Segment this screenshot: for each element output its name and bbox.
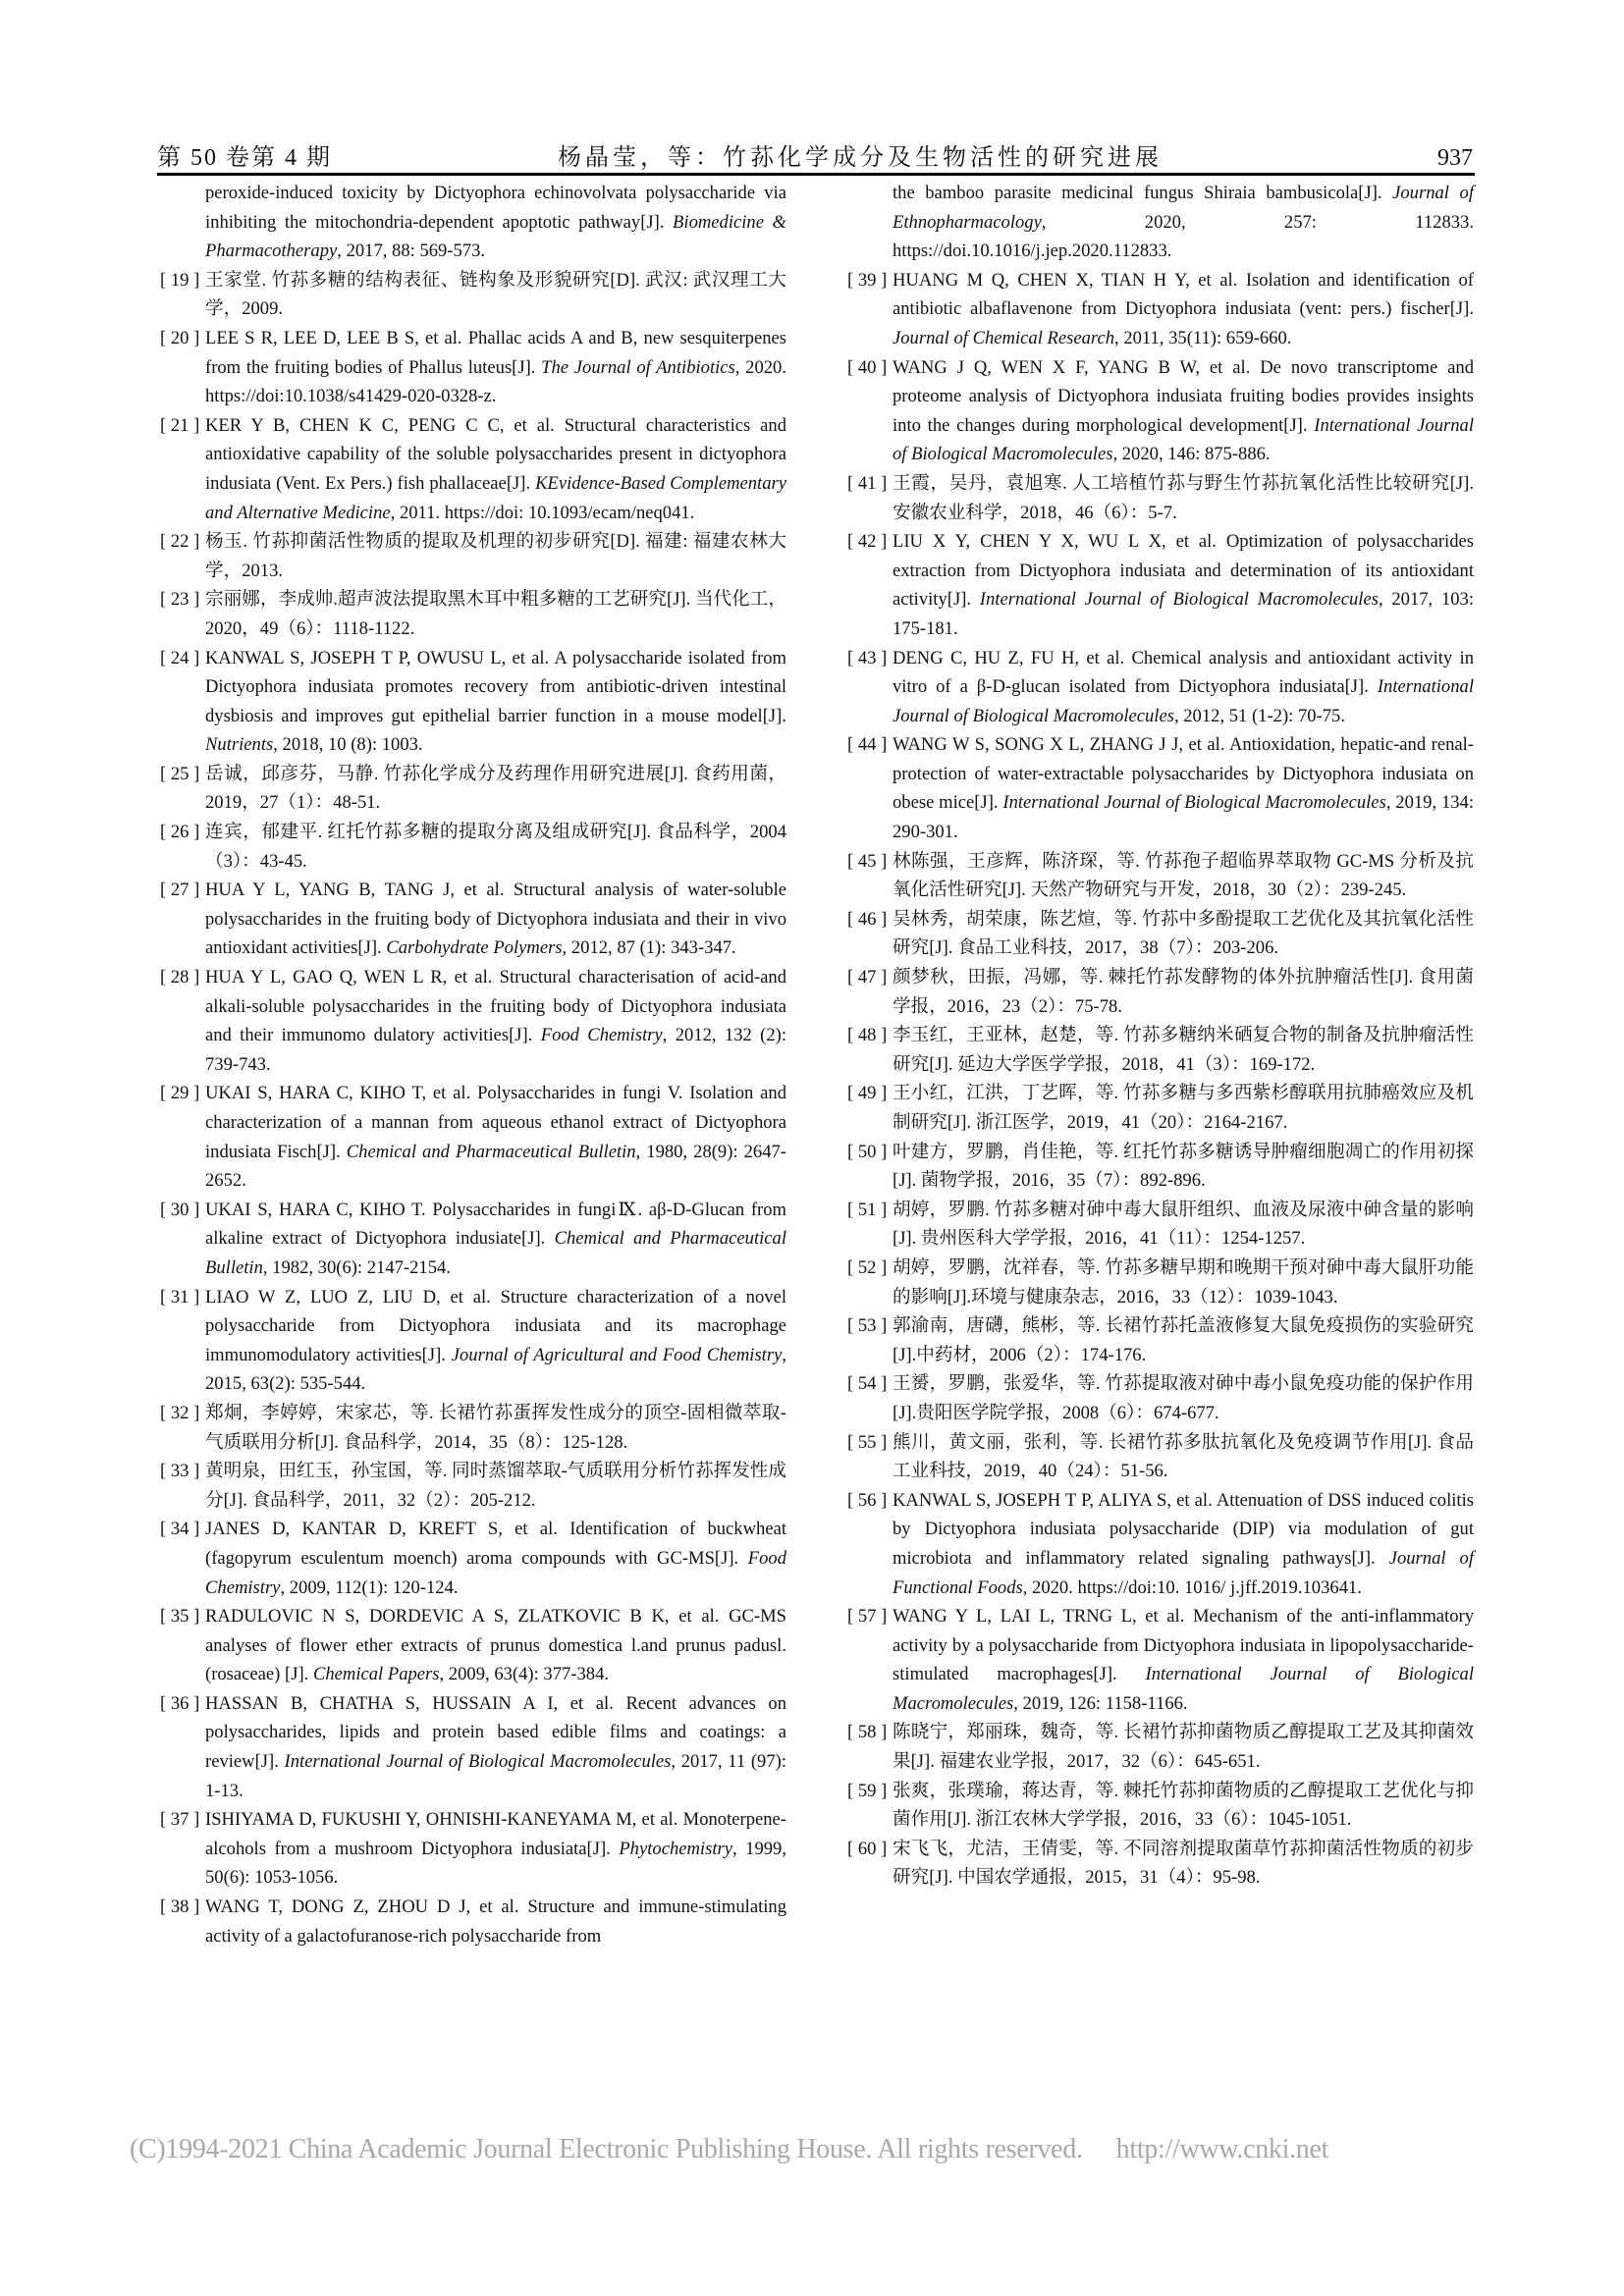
reference-item	[160, 1283, 786, 1399]
reference-item	[160, 876, 786, 963]
journal-title: International Journal of Biological Macromolecules	[284, 1751, 672, 1773]
reference-number: [ 41 ]	[847, 472, 888, 494]
reference-number: [ 26 ]	[160, 822, 200, 843]
reference-segment: KANWAL S, JOSEPH T P, OWUSU L, et al. A polysaccharide isolated from Dictyophora indusiata promotes recovery from antibiotic-driven intestinal dysbiosis and improves gut epithelial barrier function in a mouse model[J].	[205, 647, 786, 726]
reference-segment: , 2017, 11 (97): 1-13.	[205, 1751, 786, 1801]
reference-number: [ 23 ]	[160, 589, 200, 611]
reference-number: [ 20 ]	[160, 327, 200, 348]
journal-title: Chemical and Pharmaceutical Bulletin	[346, 1141, 636, 1162]
reference-number: [ 49 ]	[847, 1083, 888, 1104]
reference-number: [ 58 ]	[847, 1722, 888, 1743]
journal-title: Chemical and Pharmaceutical Bulletin	[205, 1228, 786, 1278]
journal-title: Biomedicine & Pharmacotherapy	[205, 211, 787, 262]
reference-number: [ 47 ]	[847, 967, 888, 988]
journal-title: Journal of Functional Foods	[893, 1547, 1474, 1598]
reference-segment: HUA Y L, GAO Q, WEN L R, et al. Structural characterisation of acid-and alkali-soluble polysaccharides in the fruiting body of Dictyophora indusiata and their immunomo dulatory activities[J].	[205, 967, 786, 1046]
reference-item	[847, 179, 1474, 266]
reference-text	[205, 324, 786, 411]
reference-segment: 连宾，郁建平. 红托竹荪多糖的提取分离及组成研究[J]. 食品科学，2004（3）：43-45.	[205, 822, 786, 872]
reference-item	[847, 1718, 1474, 1776]
reference-number: [ 30 ]	[160, 1199, 200, 1220]
reference-segment: WANG W S, SONG X L, ZHANG J J, et al. Antioxidation, hepatic-and renal-protection of water-extractable polysaccharides by Dictyophora indusiata on obese mice[J].	[893, 734, 1474, 814]
reference-item	[160, 324, 786, 411]
reference-text	[205, 411, 786, 527]
reference-text	[205, 1079, 786, 1195]
reference-segment: peroxide-induced toxicity by Dictyophora echinovolvata polysaccharide via inhibiting the mitochondria-dependent apoptotic pathway[J].	[205, 183, 786, 233]
reference-segment: 宋飞飞，尤洁，王倩雯，等. 不同溶剂提取菌草竹荪抑菌活性物质的初步研究[J]. 中国农学通报，2015，31（4）：95-98.	[893, 1838, 1474, 1889]
reference-number: [ 32 ]	[160, 1402, 200, 1423]
reference-item	[847, 847, 1474, 905]
reference-number: [ 24 ]	[160, 647, 200, 668]
journal-title: International Journal of Biological Macromolecules	[893, 1664, 1474, 1714]
reference-segment: DENG C, HU Z, FU H, et al. Chemical analysis and antioxidant activity in vitro of a β-D-glucan isolated from Dictyophora indusiata[J].	[893, 647, 1474, 698]
reference-item	[160, 644, 786, 760]
reference-item	[847, 1254, 1474, 1311]
reference-item	[847, 730, 1474, 846]
journal-title: International Journal of Biological Macromolecules	[893, 414, 1474, 465]
reference-number: [ 37 ]	[160, 1809, 200, 1831]
reference-number: [ 31 ]	[160, 1286, 200, 1308]
reference-segment: 王赟，罗鹏，张爱华，等. 竹荪提取液对砷中毒小鼠免疫功能的保护作用[J].贵阳医学院学报，2008（6）：674-677.	[893, 1373, 1474, 1423]
reference-segment: , 2017, 88: 569-573.	[337, 240, 486, 262]
reference-column-right	[847, 179, 1474, 1893]
journal-title: Journal of Ethnopharmacology	[893, 183, 1474, 233]
reference-segment: HUANG M Q, CHEN X, TIAN H Y, et al. Isolation and identification of antibiotic albaflavenone from Dictyophora indusiata (vent: pers.) fischer[J].	[893, 269, 1474, 320]
reference-segment: , 2015, 63(2): 535-544.	[205, 1344, 786, 1395]
reference-item	[847, 1486, 1474, 1602]
reference-number: [ 50 ]	[847, 1141, 888, 1162]
reference-item	[160, 1079, 786, 1195]
reference-number: [ 39 ]	[847, 269, 888, 291]
reference-segment: HASSAN B, CHATHA S, HUSSAIN A I, et al. Recent advances on polysaccharides, lipids and protein based edible films and coatings: a review[J].	[205, 1692, 786, 1773]
reference-number: [ 21 ]	[160, 414, 200, 436]
reference-text	[893, 1602, 1474, 1718]
reference-text	[205, 1283, 786, 1399]
reference-segment: , 2012, 87 (1): 343-347.	[562, 937, 736, 959]
reference-segment: KANWAL S, JOSEPH T P, ALIYA S, et al. Attenuation of DSS induced colitis by Dictyophora indusiata polysaccharide (DIP) via modulation of gut microbiota and inflammatory related signaling pathways[J].	[893, 1489, 1474, 1569]
reference-segment: 叶建方，罗鹏，肖佳艳，等. 红托竹荪多糖诱导肿瘤细胞凋亡的作用初探[J]. 菌物学报，2016，35（7）：892-896.	[893, 1141, 1474, 1192]
reference-text	[205, 1399, 786, 1457]
reference-segment: 熊川，黄文丽，张利，等. 长裙竹荪多肽抗氧化及免疫调节作用[J]. 食品工业科技，2019，40（24）：51-56.	[893, 1431, 1474, 1482]
reference-item	[160, 1196, 786, 1283]
reference-text	[205, 1457, 786, 1515]
reference-segment: HUA Y L, YANG B, TANG J, et al. Structural analysis of water-soluble polysaccharides in the fruiting body of Dictyophora indusiata and their in vivo antioxidant activities[J].	[205, 880, 786, 959]
reference-item	[847, 1777, 1474, 1835]
reference-segment: , 2020, 146: 875-886.	[1112, 444, 1271, 465]
reference-text	[893, 1196, 1474, 1254]
reference-item	[847, 527, 1474, 643]
journal-title: Food Chemistry	[205, 1547, 786, 1598]
journal-title: Journal of Agricultural and Food Chemistry	[451, 1344, 783, 1365]
reference-number: [ 52 ]	[847, 1256, 888, 1278]
reference-text	[205, 876, 786, 963]
reference-segment: 李玉红，王亚林，赵楚，等. 竹荪多糖纳米硒复合物的制备及抗肿瘤活性研究[J]. 延边大学医学学报，2018，41（3）：169-172.	[893, 1025, 1474, 1075]
reference-number: [ 28 ]	[160, 967, 200, 988]
journal-title: Food Chemistry	[540, 1025, 663, 1046]
reference-number: [ 19 ]	[160, 269, 200, 291]
reference-number: [ 59 ]	[847, 1780, 888, 1801]
reference-segment: , 1982, 30(6): 2147-2154.	[262, 1256, 451, 1278]
reference-number: [ 34 ]	[160, 1519, 200, 1540]
journal-title: Phytochemistry	[619, 1838, 732, 1859]
reference-segment: , 2009, 63(4): 377-384.	[439, 1664, 610, 1685]
volume-issue: 第 50 卷第 4 期	[157, 145, 332, 171]
reference-item	[847, 1079, 1474, 1137]
reference-segment: 吴林秀，胡荣康，陈艺煊，等. 竹荪中多酚提取工艺优化及其抗氧化活性研究[J]. 食品工业科技，2017，38（7）：203-206.	[893, 908, 1474, 959]
reference-segment: 陈晓宁，郑丽珠，魏奇，等. 长裙竹荪抑菌物质乙醇提取工艺及其抑菌效果[J]. 福建农业学报，2017，32（6）：645-651.	[893, 1722, 1474, 1773]
reference-text	[205, 585, 786, 643]
reference-segment: , 2017, 103: 175-181.	[893, 589, 1475, 639]
reference-segment: 胡婷，罗鹏，沈祥春，等. 竹荪多糖早期和晚期干预对砷中毒大鼠肝功能的影响[J].环境与健康杂志，2016，33（12）：1039-1043.	[893, 1256, 1474, 1308]
reference-text	[205, 1602, 786, 1689]
reference-number: [ 25 ]	[160, 763, 200, 784]
reference-item	[160, 818, 786, 876]
reference-text	[893, 527, 1474, 643]
reference-number: [ 22 ]	[160, 531, 200, 553]
reference-text	[893, 847, 1474, 905]
reference-text	[893, 1138, 1474, 1196]
reference-text	[893, 1835, 1474, 1893]
reference-segment: the bamboo parasite medicinal fungus Shiraia bambusicola[J].	[893, 183, 1393, 203]
reference-item	[160, 1602, 786, 1689]
reference-segment: KER Y B, CHEN K C, PENG C C, et al. Structural characteristics and antioxidative capability of the soluble polysaccharides present in dictyophora indusiata (Vent. Ex Pers.) fish phallaceae[J].	[205, 414, 786, 494]
reference-segment: 张爽，张璞瑜，蒋达青，等. 棘托竹荪抑菌物质的乙醇提取工艺优化与抑菌作用[J]. 浙江农林大学学报，2016，33（6）：1045-1051.	[893, 1780, 1474, 1831]
reference-number: [ 27 ]	[160, 880, 200, 901]
reference-text	[205, 963, 786, 1079]
reference-number: [ 43 ]	[847, 647, 888, 668]
reference-text	[893, 353, 1474, 469]
reference-text	[893, 179, 1474, 266]
journal-title: Chemical Papers	[312, 1664, 440, 1685]
reference-text	[205, 644, 786, 760]
reference-item	[160, 585, 786, 643]
reference-item	[160, 1515, 786, 1602]
reference-segment: ISHIYAMA D, FUKUSHI Y, OHNISHI-KANEYAMA M, et al. Monoterpene-alcohols from a mushroom Dictyophora indusiata[J].	[205, 1809, 786, 1859]
reference-segment: 颜梦秋，田振，冯娜，等. 棘托竹荪发酵物的体外抗肿瘤活性[J]. 食用菌学报，2016，23（2）：75-78.	[893, 967, 1474, 1017]
reference-text	[205, 1515, 786, 1602]
reference-item	[847, 1021, 1474, 1079]
reference-item	[847, 963, 1474, 1021]
reference-column-left	[160, 179, 786, 1950]
footer-url[interactable]: http://www.cnki.net	[1115, 2134, 1329, 2164]
reference-number: [ 44 ]	[847, 734, 888, 756]
reference-segment: 胡婷，罗鹏. 竹荪多糖对砷中毒大鼠肝组织、血液及尿液中砷含量的影响[J]. 贵州医科大学学报，2016，41（11）：1254-1257.	[893, 1199, 1474, 1250]
reference-number: [ 38 ]	[160, 1896, 200, 1918]
reference-text	[893, 1777, 1474, 1835]
reference-text	[205, 1893, 786, 1950]
reference-number: [ 35 ]	[160, 1606, 200, 1628]
reference-segment: UKAI S, HARA C, KIHO T. Polysaccharides in fungiⅨ. aβ-D-Glucan from alkaline extract of Dictyophora indusiate[J].	[205, 1199, 786, 1250]
reference-item	[160, 1805, 786, 1893]
reference-text	[893, 1718, 1474, 1776]
reference-text	[893, 1311, 1474, 1369]
page-number: 937	[1437, 145, 1473, 171]
reference-text	[893, 1021, 1474, 1079]
reference-item	[160, 760, 786, 818]
reference-segment: LIAO W Z, LUO Z, LIU D, et al. Structure characterization of a novel polysaccharide from Dictyophora indusiata and its macrophage immunomodulatory activities[J].	[205, 1286, 786, 1365]
reference-segment: , 2020. https://doi:10.1038/s41429-020-0328-z.	[205, 356, 786, 407]
reference-segment: WANG Y L, LAI L, TRNG L, et al. Mechanism of the anti-inflammatory activity by a polysaccharide from Dictyophora indusiata in lipopolysaccharide-stimulated macrophages[J].	[893, 1606, 1474, 1685]
reference-number: [ 33 ]	[160, 1461, 200, 1482]
reference-segment: , 2020. https://doi:10. 1016/ j.jff.2019.103641.	[1022, 1576, 1362, 1598]
reference-text	[893, 905, 1474, 963]
reference-segment: 杨玉. 竹荪抑菌活性物质的提取及机理的初步研究[D]. 福建: 福建农林大学，2013.	[205, 531, 786, 581]
reference-number: [ 53 ]	[847, 1315, 888, 1337]
reference-segment: , 2020, 257: 112833. https://doi.10.1016/j.jep.2020.112833.	[893, 211, 1474, 262]
journal-title: International Journal of Biological Macromolecules	[1002, 792, 1386, 814]
reference-number: [ 56 ]	[847, 1489, 888, 1511]
reference-text	[205, 760, 786, 818]
reference-text	[893, 266, 1474, 353]
reference-item	[847, 1311, 1474, 1369]
reference-segment: 王小红，江洪，丁艺晖，等. 竹荪多糖与多西紫杉醇联用抗肺癌效应及机制研究[J]. 浙江医学，2019，41（20）：2164-2167.	[893, 1083, 1474, 1133]
reference-number: [ 57 ]	[847, 1606, 888, 1628]
reference-item	[160, 963, 786, 1079]
reference-number: [ 46 ]	[847, 908, 888, 930]
reference-segment: 岳诚，邱彦芬，马静. 竹荪化学成分及药理作用研究进展[J]. 食药用菌，2019，27（1）：48-51.	[205, 763, 786, 814]
reference-number: [ 42 ]	[847, 531, 888, 553]
reference-segment: 王霞，吴丹，袁旭寒. 人工培植竹荪与野生竹荪抗氧化活性比较研究[J]. 安徽农业科学，2018，46（6）：5-7.	[893, 472, 1474, 523]
reference-text	[205, 179, 786, 266]
reference-number: [ 51 ]	[847, 1199, 888, 1220]
reference-segment: , 2011, 35(11): 659-660.	[1114, 327, 1292, 348]
reference-segment: RADULOVIC N S, DORDEVIC A S, ZLATKOVIC B K, et al. GC-MS analyses of flower ether extracts of prunus domestica l.and prunus padusl. (rosaceae) [J].	[205, 1606, 786, 1685]
reference-text	[893, 963, 1474, 1021]
reference-text	[893, 644, 1474, 731]
reference-item	[160, 266, 786, 324]
reference-number: [ 40 ]	[847, 356, 888, 378]
reference-text	[893, 1079, 1474, 1137]
reference-item	[847, 1138, 1474, 1196]
reference-segment: 黄明泉，田红玉，孙宝国，等. 同时蒸馏萃取-气质联用分析竹荪挥发性成分[J]. 食品科学，2011，32（2）：205-212.	[205, 1461, 786, 1511]
reference-item	[847, 353, 1474, 469]
reference-segment: , 1980, 28(9): 2647-2652.	[205, 1141, 786, 1192]
reference-segment: LIU X Y, CHEN Y X, WU L X, et al. Optimization of polysaccharides extraction from Dictyophora indusiata and determination of its antioxidant activity[J].	[893, 531, 1474, 611]
reference-item	[160, 179, 786, 266]
reference-item	[847, 266, 1474, 353]
running-title: 杨晶莹，等：竹荪化学成分及生物活性的研究进展	[558, 145, 1163, 171]
reference-segment: 林陈强，王彦辉，陈济琛，等. 竹荪孢子超临界萃取物 GC-MS 分析及抗氧化活性研究[J]. 天然产物研究与开发，2018，30（2）：239-245.	[893, 850, 1474, 901]
journal-title: Carbohydrate Polymers	[386, 937, 563, 959]
reference-segment: JANES D, KANTAR D, KREFT S, et al. Identification of buckwheat (fagopyrum esculentum moench) aroma compounds with GC-MS[J].	[205, 1519, 786, 1569]
reference-number: [ 45 ]	[847, 850, 888, 872]
reference-number: [ 60 ]	[847, 1838, 888, 1859]
reference-text	[893, 1428, 1474, 1486]
reference-item	[160, 527, 786, 585]
reference-item	[847, 1196, 1474, 1254]
reference-number: [ 36 ]	[160, 1692, 200, 1714]
reference-item	[160, 411, 786, 527]
reference-text	[205, 527, 786, 585]
reference-number: [ 29 ]	[160, 1083, 200, 1104]
reference-segment: UKAI S, HARA C, KIHO T, et al. Polysaccharides in fungi V. Isolation and characterization of a mannan from aqueous ethanol extract of Dictyophora indusiata Fisch[J].	[205, 1083, 786, 1162]
reference-item	[847, 1602, 1474, 1718]
running-header	[157, 143, 1475, 176]
reference-number: [ 54 ]	[847, 1373, 888, 1395]
copyright-text: (C)1994-2021 China Academic Journal Electronic Publishing House. All rights reserved.	[130, 2134, 1083, 2164]
journal-title: International Journal of Biological Macromolecules	[893, 676, 1474, 726]
reference-text	[205, 1689, 786, 1805]
reference-number: [ 48 ]	[847, 1025, 888, 1046]
reference-segment: , 2018, 10 (8): 1003.	[273, 734, 423, 756]
journal-title: KEvidence-Based Complementary and Alternative Medicine	[205, 472, 786, 523]
reference-number: [ 55 ]	[847, 1431, 888, 1453]
reference-segment: WANG J Q, WEN X F, YANG B W, et al. De novo transcriptome and proteome analysis of Dictyophora indusiata fruiting bodies provides insights into the changes during morphological development[J].	[893, 356, 1474, 436]
reference-segment: , 2009, 112(1): 120-124.	[280, 1576, 459, 1598]
reference-segment: LEE S R, LEE D, LEE B S, et al. Phallac acids A and B, new sesquiterpenes from the fruiting bodies of Phallus luteus[J].	[205, 327, 786, 378]
reference-segment: 郭渝南，唐礴，熊彬，等. 长裙竹荪托盖液修复大鼠免疫损伤的实验研究[J].中药材，2006（2）：174-176.	[893, 1315, 1474, 1365]
reference-text	[893, 469, 1474, 527]
journal-title: International Journal of Biological Macromolecules	[979, 589, 1379, 611]
journal-title: Nutrients	[205, 734, 274, 756]
reference-segment: 王家堂. 竹荪多糖的结构表征、链构象及形貌研究[D]. 武汉: 武汉理工大学，2009.	[205, 269, 786, 320]
reference-text	[893, 730, 1474, 846]
reference-segment: , 1999, 50(6): 1053-1056.	[205, 1838, 786, 1889]
reference-text	[205, 266, 786, 324]
reference-text	[893, 1254, 1474, 1311]
reference-item	[847, 469, 1474, 527]
reference-item	[847, 644, 1474, 731]
reference-segment: 宗丽娜，李成帅.超声波法提取黑木耳中粗多糖的工艺研究[J]. 当代化工，2020，49（6）：1118-1122.	[205, 589, 786, 639]
reference-item	[160, 1689, 786, 1805]
reference-segment: , 2012, 132 (2): 739-743.	[205, 1025, 786, 1075]
reference-item	[160, 1457, 786, 1515]
reference-segment: , 2019, 134: 290-301.	[893, 792, 1474, 843]
reference-item	[160, 1893, 786, 1950]
copyright-footer	[130, 2134, 1504, 2165]
reference-text	[893, 1369, 1474, 1427]
reference-segment: , 2011. https://doi: 10.1093/ecam/neq041.	[390, 502, 695, 523]
reference-text	[205, 1196, 786, 1283]
reference-text	[205, 1805, 786, 1893]
journal-title: Journal of Chemical Research	[893, 327, 1115, 348]
reference-item	[847, 905, 1474, 963]
reference-segment: WANG T, DONG Z, ZHOU D J, et al. Structure and immune-stimulating activity of a galactofuranose-rich polysaccharide from	[205, 1896, 786, 1947]
reference-text	[893, 1486, 1474, 1602]
reference-segment: , 2012, 51 (1-2): 70-75.	[1173, 705, 1345, 726]
reference-item	[160, 1399, 786, 1457]
reference-segment: 郑炯，李婷婷，宋家芯，等. 长裙竹荪蛋挥发性成分的顶空-固相微萃取-气质联用分析[J]. 食品科学，2014，35（8）：125-128.	[205, 1402, 786, 1453]
reference-segment: , 2019, 126: 1158-1166.	[1013, 1692, 1188, 1714]
journal-title: The Journal of Antibiotics	[541, 356, 735, 378]
reference-item	[847, 1369, 1474, 1427]
reference-item	[847, 1428, 1474, 1486]
reference-text	[205, 818, 786, 876]
reference-item	[847, 1835, 1474, 1893]
